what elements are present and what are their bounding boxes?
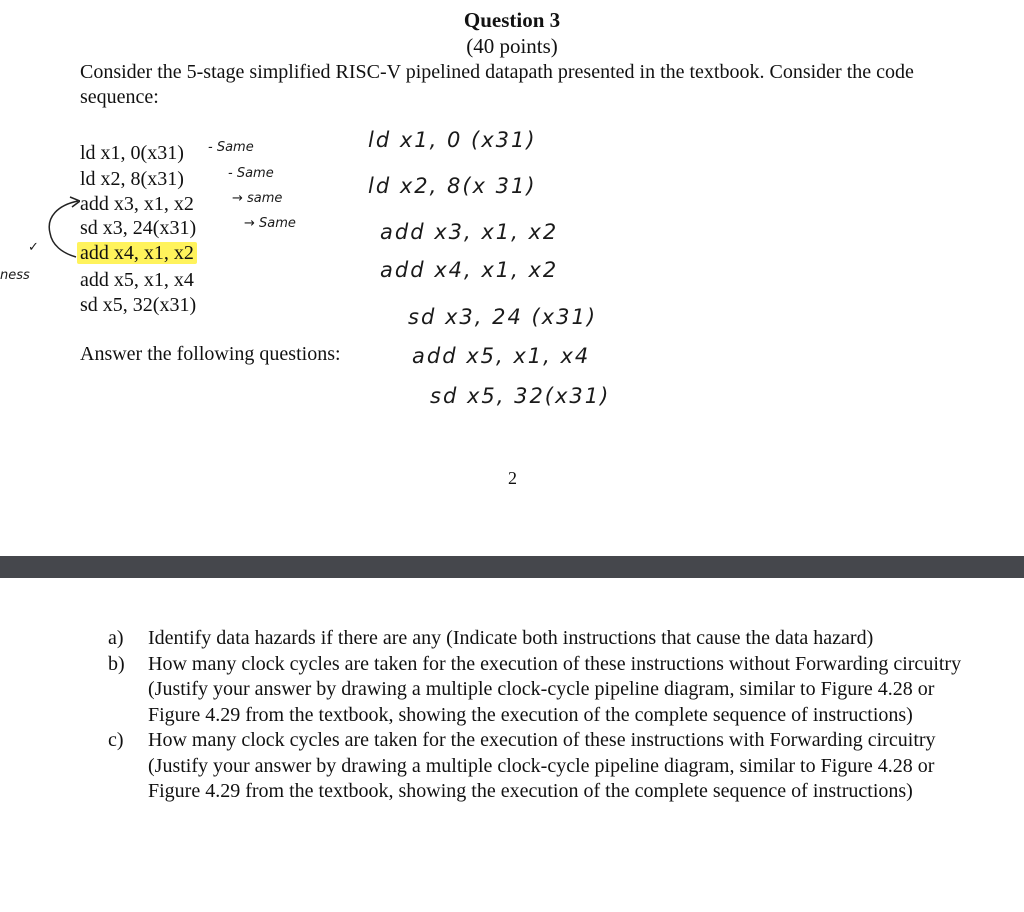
question-list bbox=[108, 626, 968, 805]
code-line-6: add x5, x1, x4 bbox=[80, 269, 194, 291]
page-separator bbox=[0, 556, 1024, 578]
answer-prompt: Answer the following questions: bbox=[80, 343, 341, 365]
code-line-3: add x3, x1, x2 bbox=[80, 193, 194, 215]
handwritten-note-3: → same bbox=[232, 191, 283, 206]
code-line-5-highlighted: add x4, x1, x2 bbox=[77, 242, 197, 264]
handwritten-rewrite-2: ld x2, 8(x 31) bbox=[368, 174, 537, 198]
question-text: Identify data hazards if there are any (Indicate both instructions that cause the data hazard) bbox=[148, 627, 874, 649]
question-points: (40 points) bbox=[466, 34, 558, 58]
question-item bbox=[108, 652, 968, 729]
handwritten-bracket bbox=[40, 195, 80, 270]
handwritten-rewrite-4: add x4, x1, x2 bbox=[380, 258, 559, 282]
question-label: b) bbox=[108, 652, 125, 675]
handwritten-rewrite-6: add x5, x1, x4 bbox=[412, 344, 591, 368]
code-line-1: ld x1, 0(x31) bbox=[80, 142, 184, 164]
code-line-2: ld x2, 8(x31) bbox=[80, 168, 184, 190]
question-label: a) bbox=[108, 627, 124, 649]
question-text: How many clock cycles are taken for the execution of these instructions with Forwarding circuitry (Justify your answer by drawing a multiple clock-cycle pipeline diagram, similar to Figure 4.28 or Figure 4.29 from the textbook, showing the execution of the complete sequence of instructions) bbox=[148, 729, 936, 802]
question-title: Question 3 bbox=[463, 8, 561, 32]
handwritten-rewrite-1: ld x1, 0 (x31) bbox=[368, 128, 537, 152]
question-label: c) bbox=[108, 729, 124, 751]
question-text: How many clock cycles are taken for the execution of these instructions without Forwarding circuitry (Justify your answer by drawing a multiple clock-cycle pipeline diagram, similar to Figure 4.28 or Figure 4.29 from the textbook, showing the execution of the complete sequence of instructions) bbox=[148, 652, 962, 726]
handwritten-note-4: → Same bbox=[244, 216, 296, 231]
handwritten-rewrite-5: sd x3, 24 (x31) bbox=[408, 305, 598, 329]
question-item bbox=[108, 626, 968, 652]
handwritten-note-2: - Same bbox=[228, 166, 274, 181]
handwritten-rewrite-3: add x3, x1, x2 bbox=[380, 220, 559, 244]
handwritten-rewrite-7: sd x5, 32(x31) bbox=[430, 384, 611, 408]
handwritten-margin-word: ness bbox=[0, 268, 30, 283]
code-line-4: sd x3, 24(x31) bbox=[80, 217, 197, 239]
handwritten-check-mark: ✓ bbox=[28, 240, 39, 255]
code-line-7: sd x5, 32(x31) bbox=[80, 294, 197, 316]
question-item bbox=[108, 728, 968, 805]
intro-text: Consider the 5-stage simplified RISC-V pipelined datapath presented in the textbook. Consider the code sequence: bbox=[80, 61, 914, 108]
handwritten-note-1: - Same bbox=[208, 140, 254, 155]
document-page-2 bbox=[0, 578, 1024, 912]
page-number: 2 bbox=[508, 468, 517, 488]
